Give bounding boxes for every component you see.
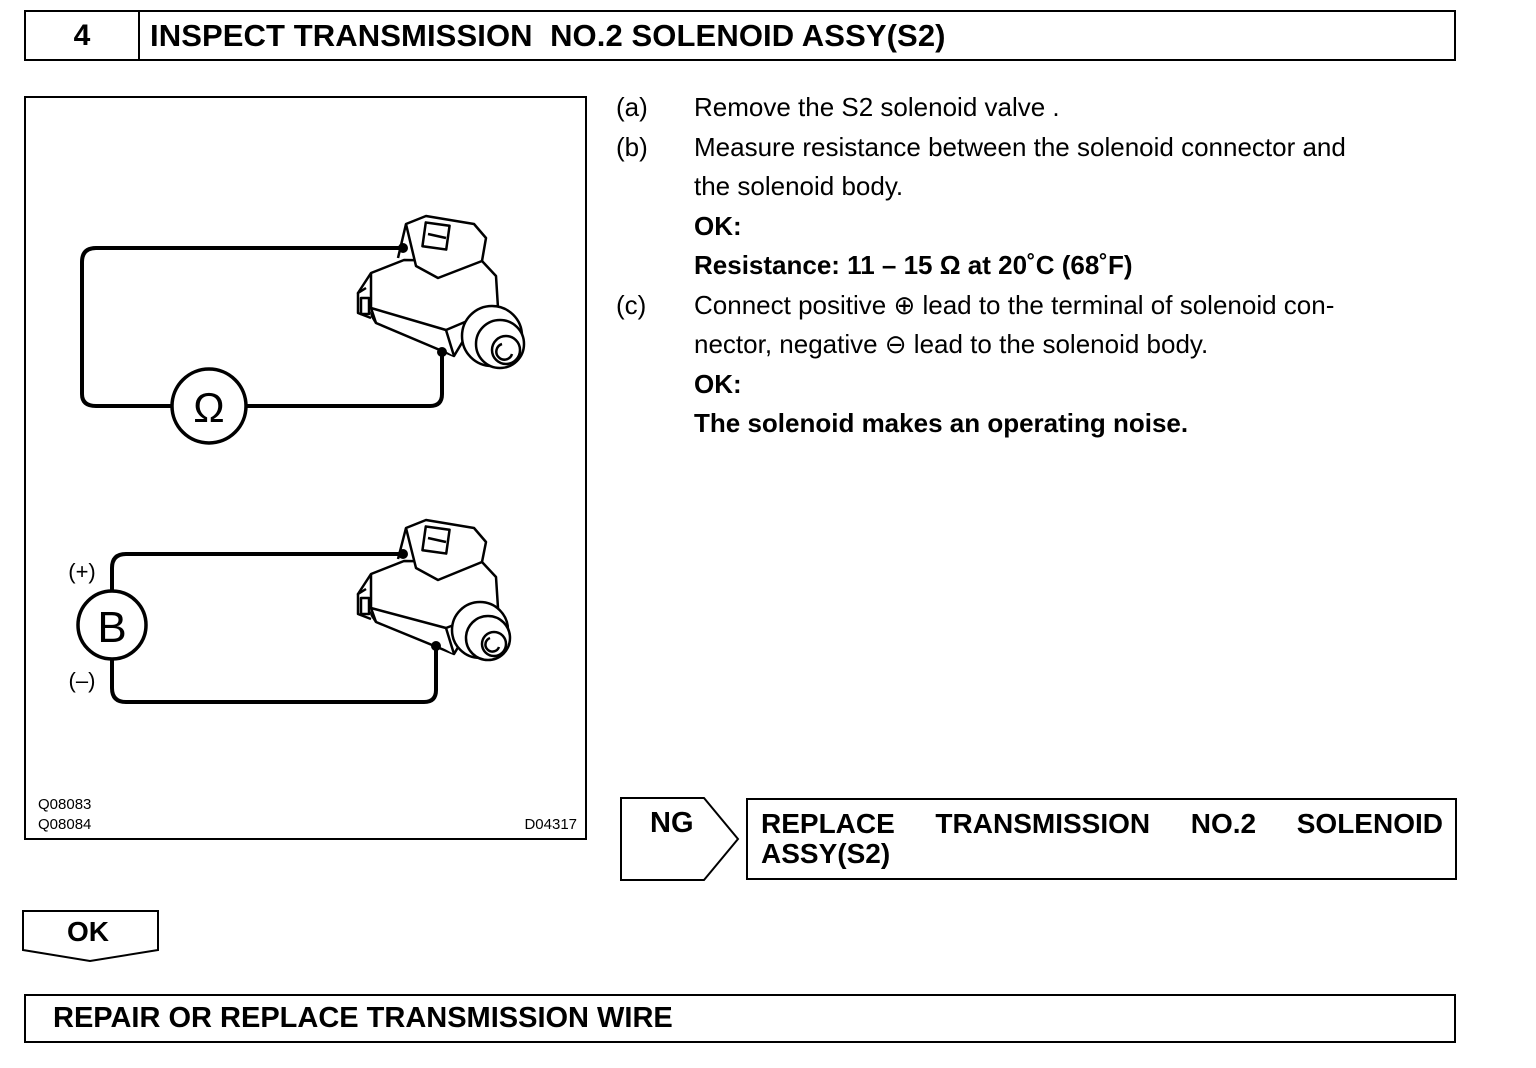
- battery-symbol: B: [97, 603, 127, 652]
- step-b-text-1: Measure resistance between the solenoid connector and: [694, 131, 1346, 162]
- step-c-text-2: nector, negative ⊖ lead to the solenoid body.: [694, 329, 1209, 359]
- final-action-box: [24, 994, 1456, 1043]
- solenoid-diagram: [26, 98, 585, 838]
- step-b-text-2: the solenoid body.: [694, 171, 904, 201]
- ok-text: OK: [67, 916, 109, 947]
- ng-action-box: [746, 798, 1457, 880]
- ohmmeter-wire-bottom: [246, 352, 442, 406]
- figure-code-3: D04317: [524, 816, 577, 833]
- ng-text: NG: [650, 807, 694, 839]
- ohmmeter-wire-top: [82, 248, 403, 406]
- positive-label: (+): [68, 559, 96, 584]
- step-number: 4: [26, 12, 140, 59]
- step-b-label: (b): [616, 131, 648, 162]
- step-c-label: (c): [616, 289, 647, 320]
- step-header: [24, 10, 1456, 61]
- ng-action-line-2: ASSY(S2): [761, 838, 891, 869]
- step-a-text: Remove the S2 solenoid valve .: [694, 92, 1060, 122]
- instructions: [616, 88, 1476, 444]
- inspection-figure: [24, 96, 587, 840]
- solenoid-icon-1: [358, 216, 524, 368]
- ok-branch-label: [22, 910, 160, 962]
- negative-label: (–): [68, 668, 96, 693]
- battery-wire-top: [112, 554, 403, 592]
- figure-code-2: Q08084: [38, 816, 92, 833]
- step-b-spec: Resistance: 11 – 15 Ω at 20˚C (68˚F): [694, 250, 1133, 280]
- ng-action-line-1: REPLACE TRANSMISSION NO.2 SOLENOID: [761, 808, 1443, 839]
- solenoid-icon-2: [358, 520, 510, 660]
- step-c-spec: The solenoid makes an operating noise.: [694, 408, 1189, 438]
- step-a-label: (a): [616, 92, 648, 122]
- step-a: [616, 88, 1476, 128]
- final-action-text: REPAIR OR REPLACE TRANSMISSION WIRE: [53, 1002, 673, 1034]
- figure-code-1: Q08083: [38, 796, 92, 813]
- step-c-ok: OK:: [694, 368, 742, 399]
- step-title: INSPECT TRANSMISSION NO.2 SOLENOID ASSY(S2): [150, 18, 946, 53]
- ng-branch-label: [620, 797, 740, 881]
- step-b: [616, 128, 1476, 168]
- step-c: [616, 286, 1476, 326]
- battery-wire-bottom: [112, 646, 436, 702]
- step-c-text-1: Connect positive ⊕ lead to the terminal of solenoid con-: [694, 289, 1335, 320]
- ohm-symbol: Ω: [193, 384, 225, 431]
- step-b-ok: OK:: [694, 210, 742, 241]
